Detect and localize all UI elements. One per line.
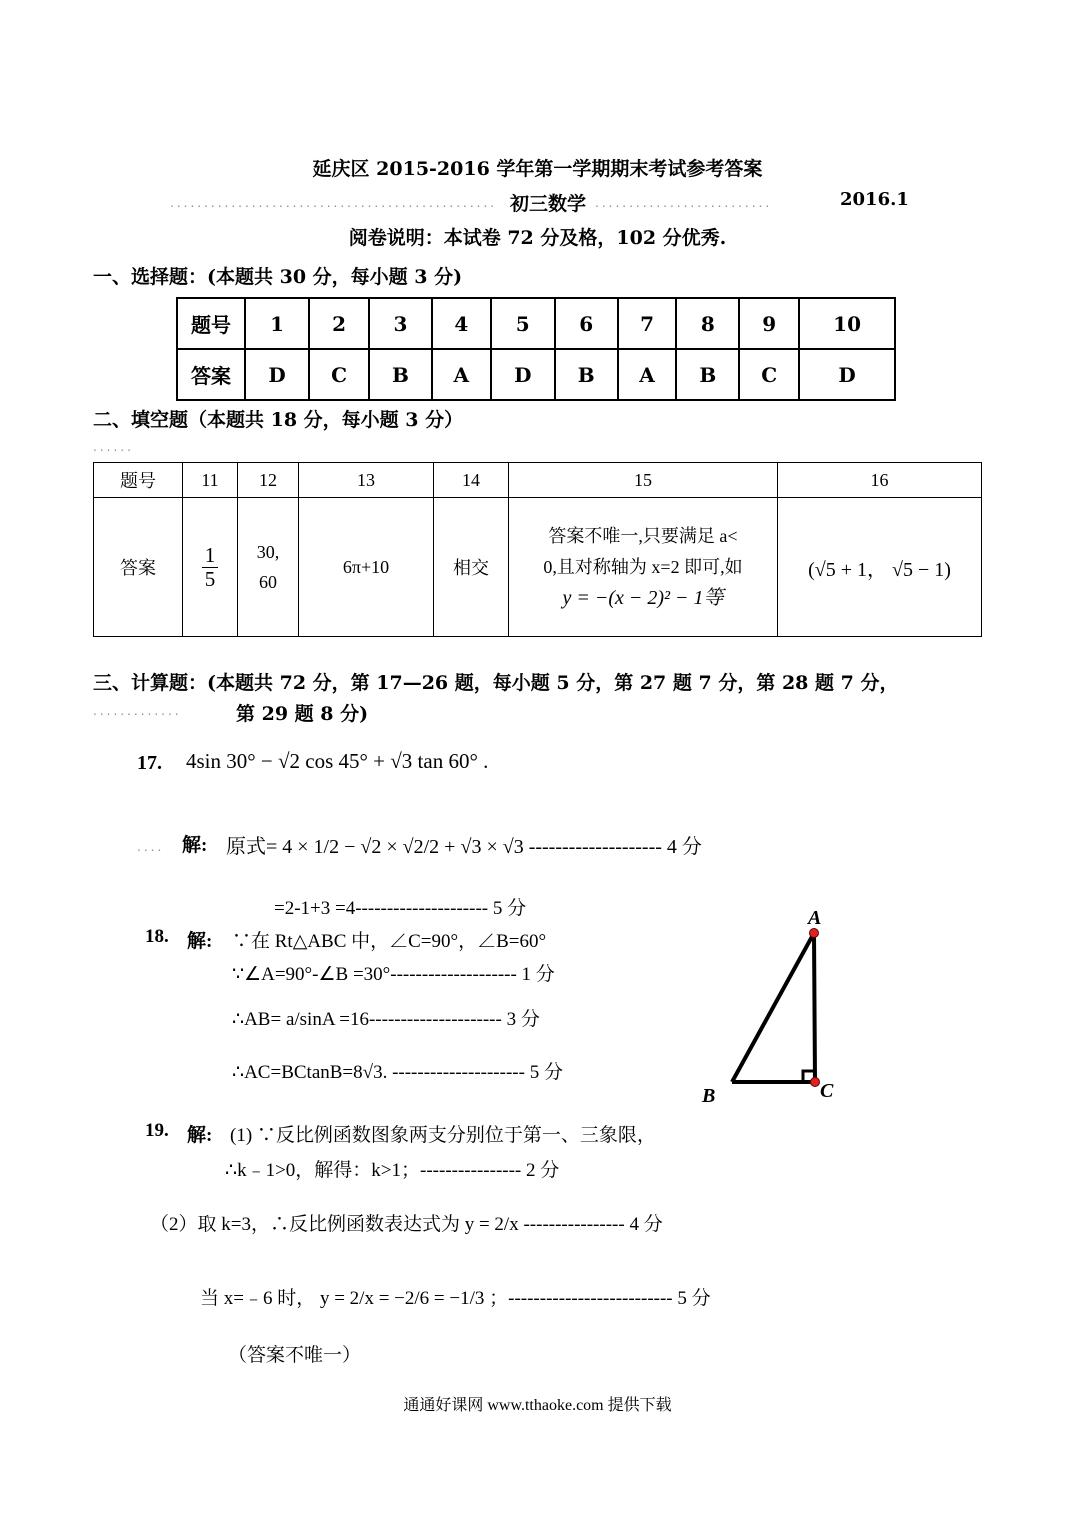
fraction: $\frac{1}{5}$ [202, 544, 219, 589]
q17-number: 17. [137, 752, 162, 774]
table-cell: 4 [432, 298, 491, 349]
q18-solution-label: 解: [187, 931, 213, 952]
answer-text: 60 [259, 572, 277, 592]
section2-title: 二、填空题（本题共 18 分，每小题 3 分） [93, 409, 464, 431]
dotted-leader: ...... [93, 440, 134, 454]
vertex-a [810, 929, 819, 938]
label-c: C [820, 1080, 834, 1102]
q18-line2: ∵∠A=90°-∠B =30°-------------------- 1 分 [232, 964, 555, 985]
table-cell: A [432, 349, 491, 400]
table-cell [238, 498, 299, 637]
table-cell: D [799, 349, 895, 400]
table-cell: C [309, 349, 369, 400]
side-ac [814, 933, 815, 1082]
answer-formula: y = −(x − 2)² − 1等 [562, 586, 724, 609]
section3-title-line2: 第 29 题 8 分) [236, 703, 369, 725]
table-cell: D [245, 349, 309, 400]
table-cell [183, 498, 238, 637]
section3-title-line1: 三、计算题：(本题共 72 分，第 17—26 题，每小题 5 分，第 27 题 7 分，第 28 题 7 分， [93, 672, 899, 694]
table-row [94, 463, 982, 498]
dotted-leader: .... [137, 840, 165, 854]
answer-text: 30, [256, 542, 280, 562]
q18-line1: ∵在 Rt△ABC 中，∠C=90°，∠B=60° [232, 931, 547, 952]
grading-note: 阅卷说明：本试卷 72 分及格，102 分优秀. [348, 227, 727, 249]
section1-title: 一、选择题：(本题共 30 分，每小题 3 分) [93, 266, 463, 288]
table-cell: 8 [676, 298, 739, 349]
doc-title: 延庆区 2015-2016 学年第一学期期末考试参考答案 [312, 158, 763, 180]
q19-line4: 当 x=﹣6 时， y = 2/x = −2/6 = −1/3 ；-------------------------- 5 分 [200, 1288, 711, 1309]
dotted-leader: ............. [93, 704, 182, 718]
answer-text: 0,且对称轴为 x=2 即可,如 [543, 556, 743, 577]
table-cell: (√5 + 1， √5 − 1) [778, 498, 982, 637]
q18-line4: ∴AC=BCtanB=8√3. --------------------- 5 分 [232, 1062, 563, 1083]
table-cell: 12 [238, 463, 299, 498]
q18-number: 18. [145, 926, 169, 947]
subject: 初三数学 [510, 193, 587, 215]
table-row [177, 298, 895, 349]
table-cell: 13 [299, 463, 434, 498]
table-cell: B [555, 349, 618, 400]
table-cell: 10 [799, 298, 895, 349]
table-cell: 题号 [94, 463, 183, 498]
q19-line1: (1) ∵反比例函数图象两支分别位于第一、三象限， [230, 1125, 656, 1146]
label-b: B [702, 1085, 716, 1107]
choice-answer-table [176, 297, 896, 401]
table-cell: 11 [183, 463, 238, 498]
footer-source: 通通好课网 www.tthaoke.com 提供下载 [403, 1397, 672, 1414]
table-row [177, 349, 895, 400]
fill-blank-table [93, 462, 982, 637]
table-cell: C [739, 349, 799, 400]
table-cell: 6π+10 [299, 498, 434, 637]
table-cell: D [491, 349, 555, 400]
q17-problem: 4sin 30° − √2 cos 45° + √3 tan 60° . [186, 749, 489, 773]
dotted-leader: .......................... [595, 196, 773, 210]
table-row [94, 498, 982, 637]
dotted-leader: ................................................ [170, 196, 498, 210]
table-cell: 1 [245, 298, 309, 349]
q19-line2: ∴k﹣1>0，解得：k>1；---------------- 2 分 [225, 1160, 560, 1181]
table-cell: B [676, 349, 739, 400]
table-cell: 7 [618, 298, 677, 349]
table-cell: 14 [434, 463, 509, 498]
triangle-figure [690, 900, 850, 1110]
table-cell: 答案 [94, 498, 183, 637]
q17-solution-label: 解: [182, 835, 208, 856]
q18-line3: ∴AB= a/sinA =16--------------------- 3 分 [232, 1009, 540, 1030]
q17-solution-line1: 原式= 4 × 1/2 − √2 × √2/2 + √3 × √3 -------------------- 4 分 [226, 836, 702, 858]
table-cell [509, 498, 778, 637]
label-a: A [808, 907, 822, 929]
answer-text: 答案不唯一,只要满足 a< [548, 525, 738, 546]
table-cell: 3 [369, 298, 432, 349]
q19-line5: （答案不唯一） [228, 1345, 362, 1366]
date: 2016.1 [840, 189, 909, 210]
table-cell: 2 [309, 298, 369, 349]
q19-line3: （2）取 k=3，∴反比例函数表达式为 y = 2/x ---------------- 4 分 [150, 1214, 663, 1235]
table-cell: 题号 [177, 298, 245, 349]
q19-solution-label: 解: [187, 1125, 213, 1146]
q17-solution-line2: =2-1+3 =4--------------------- 5 分 [274, 898, 527, 919]
table-cell: 9 [739, 298, 799, 349]
q19-number: 19. [145, 1120, 169, 1141]
table-cell: 15 [509, 463, 778, 498]
table-cell: 6 [555, 298, 618, 349]
table-cell: 答案 [177, 349, 245, 400]
table-cell: 5 [491, 298, 555, 349]
side-ab [732, 933, 814, 1082]
table-cell: B [369, 349, 432, 400]
table-cell: 16 [778, 463, 982, 498]
table-cell: A [618, 349, 677, 400]
table-cell: 相交 [434, 498, 509, 637]
vertex-c [811, 1078, 820, 1087]
